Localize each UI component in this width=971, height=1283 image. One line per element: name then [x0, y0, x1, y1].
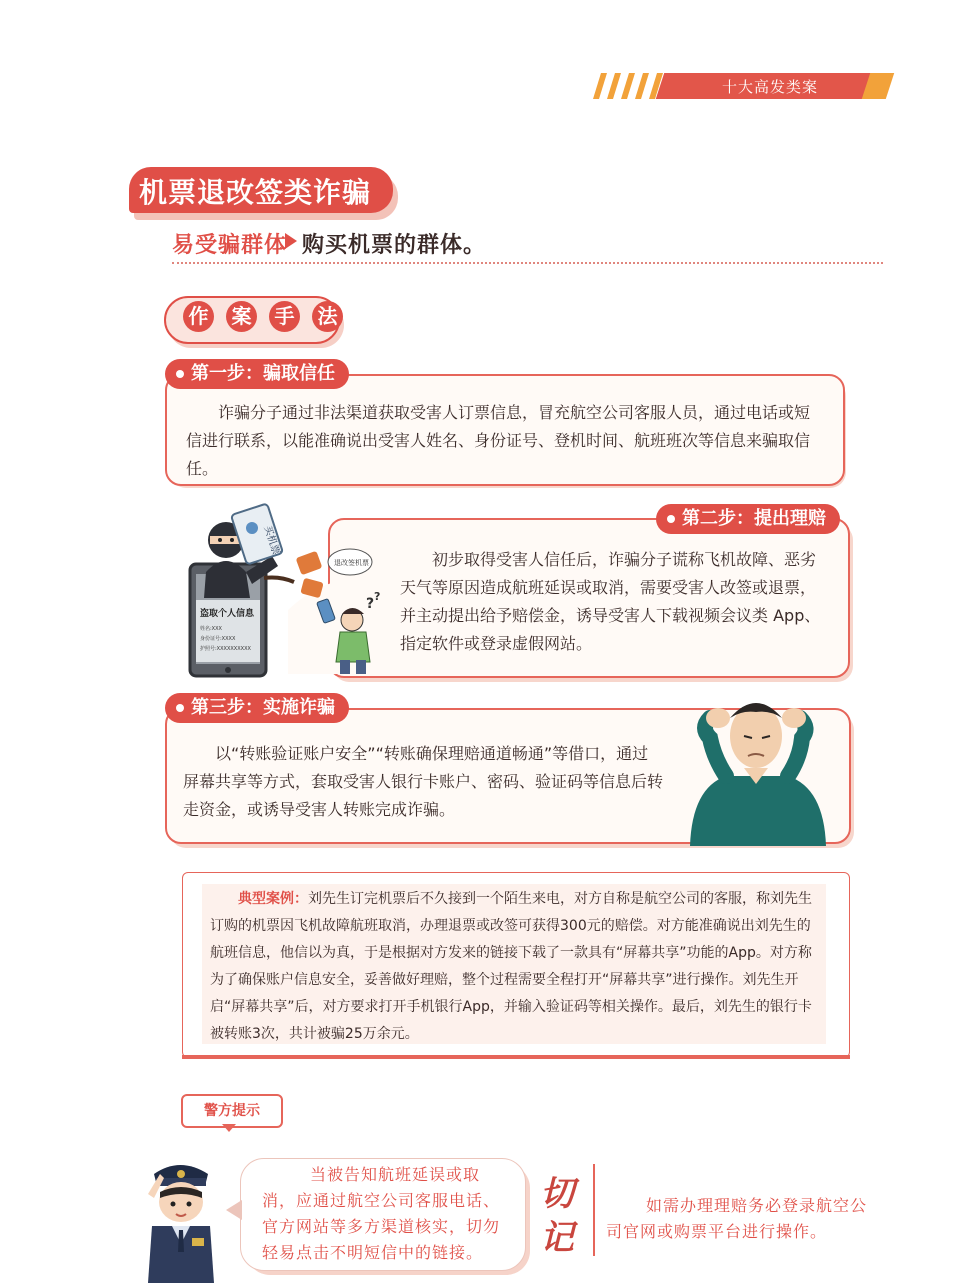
ticket-label: 买机票 [261, 524, 282, 557]
confused-victim-illustration [280, 540, 390, 675]
method-heading-char: 作 [183, 301, 214, 332]
phone-line: 姓名:XXX [200, 626, 222, 632]
distressed-man-illustration [670, 688, 842, 848]
step3-text: 以“转账验证账户安全”“转账确保理赔通道畅通”等借口，通过屏幕共享等方式，套取受害人银行卡账户、密码、验证码等信息后转走资金，或诱导受害人转账完成诈骗。 [183, 744, 664, 819]
method-heading-char: 手 [269, 301, 300, 332]
step2-tag: 第二步：提出理赔 [656, 504, 840, 534]
remember-label: 切记 [540, 1174, 574, 1258]
case-label: 典型案例： [238, 891, 308, 907]
case-underline [182, 1055, 850, 1059]
tip-bubble-text: 当被告知航班延误或取消，应通过航空公司客服电话、官方网站等多方渠道核实，切勿轻易点击不明短信中的链接。 [262, 1165, 501, 1262]
svg-text:?: ? [366, 596, 375, 612]
method-heading [183, 301, 343, 332]
page-title: 机票退改签类诈骗 [139, 176, 372, 209]
police-tip-tag: 警方提示 [181, 1094, 283, 1128]
phone-line: 身份证号:XXXX [200, 636, 236, 642]
step1-text: 诈骗分子通过非法渠道获取受害人订票信息，冒充航空公司客服人员，通过电话或短信进行联系，以能准确说出受害人姓名、身份证号、登机时间、航班班次等信息来骗取信任。 [186, 403, 811, 478]
svg-text:?: ? [374, 590, 381, 603]
case-body: 刘先生订完机票后不久接到一个陌生来电，对方自称是航空公司的客服，称刘先生订购的机票因飞机故障航班取消，办理退票或改签可获得300元的赔偿。对方能准确说出刘先生的航班信息，他信以为真，于是根据对方发来的链接下载了一款具有“屏幕共享”功能的App。对方称为了确保账户信息安全，妥善做好理赔，整个过程需要全程打开“屏幕共享”进行操作。刘先生开启“屏幕共享”后，对方要求打开手机银行App，并输入验证码等相关操作。最后，刘先生的银行卡被转账3次，共计被骗25万余元。 [210, 891, 812, 1042]
bubble-label: 退改签机票 [334, 559, 369, 567]
step2-text: 初步取得受害人信任后，诈骗分子谎称飞机故障、恶劣天气等原因造成航班延误或取消，需要受害人改签或退票，并主动提出给予赔偿金，诱导受害人下载视频会议类 App、指定软件或登录虚假网站。 [400, 550, 821, 653]
police-officer-illustration [134, 1134, 226, 1283]
tip-bubble-tail [226, 1200, 242, 1220]
phone-heading: 盗取个人信息 [200, 609, 255, 619]
victims-value: 购买机票的群体。 [302, 233, 487, 258]
method-heading-char: 案 [226, 301, 257, 332]
method-heading-char: 法 [312, 301, 343, 332]
step1-tag: 第一步：骗取信任 [165, 359, 349, 389]
police-tip-tag-tail [222, 1124, 236, 1132]
section-label: 十大高发类案 [722, 78, 819, 96]
victims-label: 易受骗群体 [172, 233, 288, 258]
dotted-divider [172, 262, 883, 264]
tip-divider [593, 1164, 595, 1256]
step3-tag: 第三步：实施诈骗 [165, 693, 349, 723]
tip-note: 如需办理理赔务必登录航空公司官网或购票平台进行操作。 [606, 1196, 868, 1241]
case-text [210, 886, 818, 1048]
phone-line: 护照号:XXXXXXXXXX [200, 646, 251, 652]
triangle-arrow-icon [285, 233, 297, 249]
